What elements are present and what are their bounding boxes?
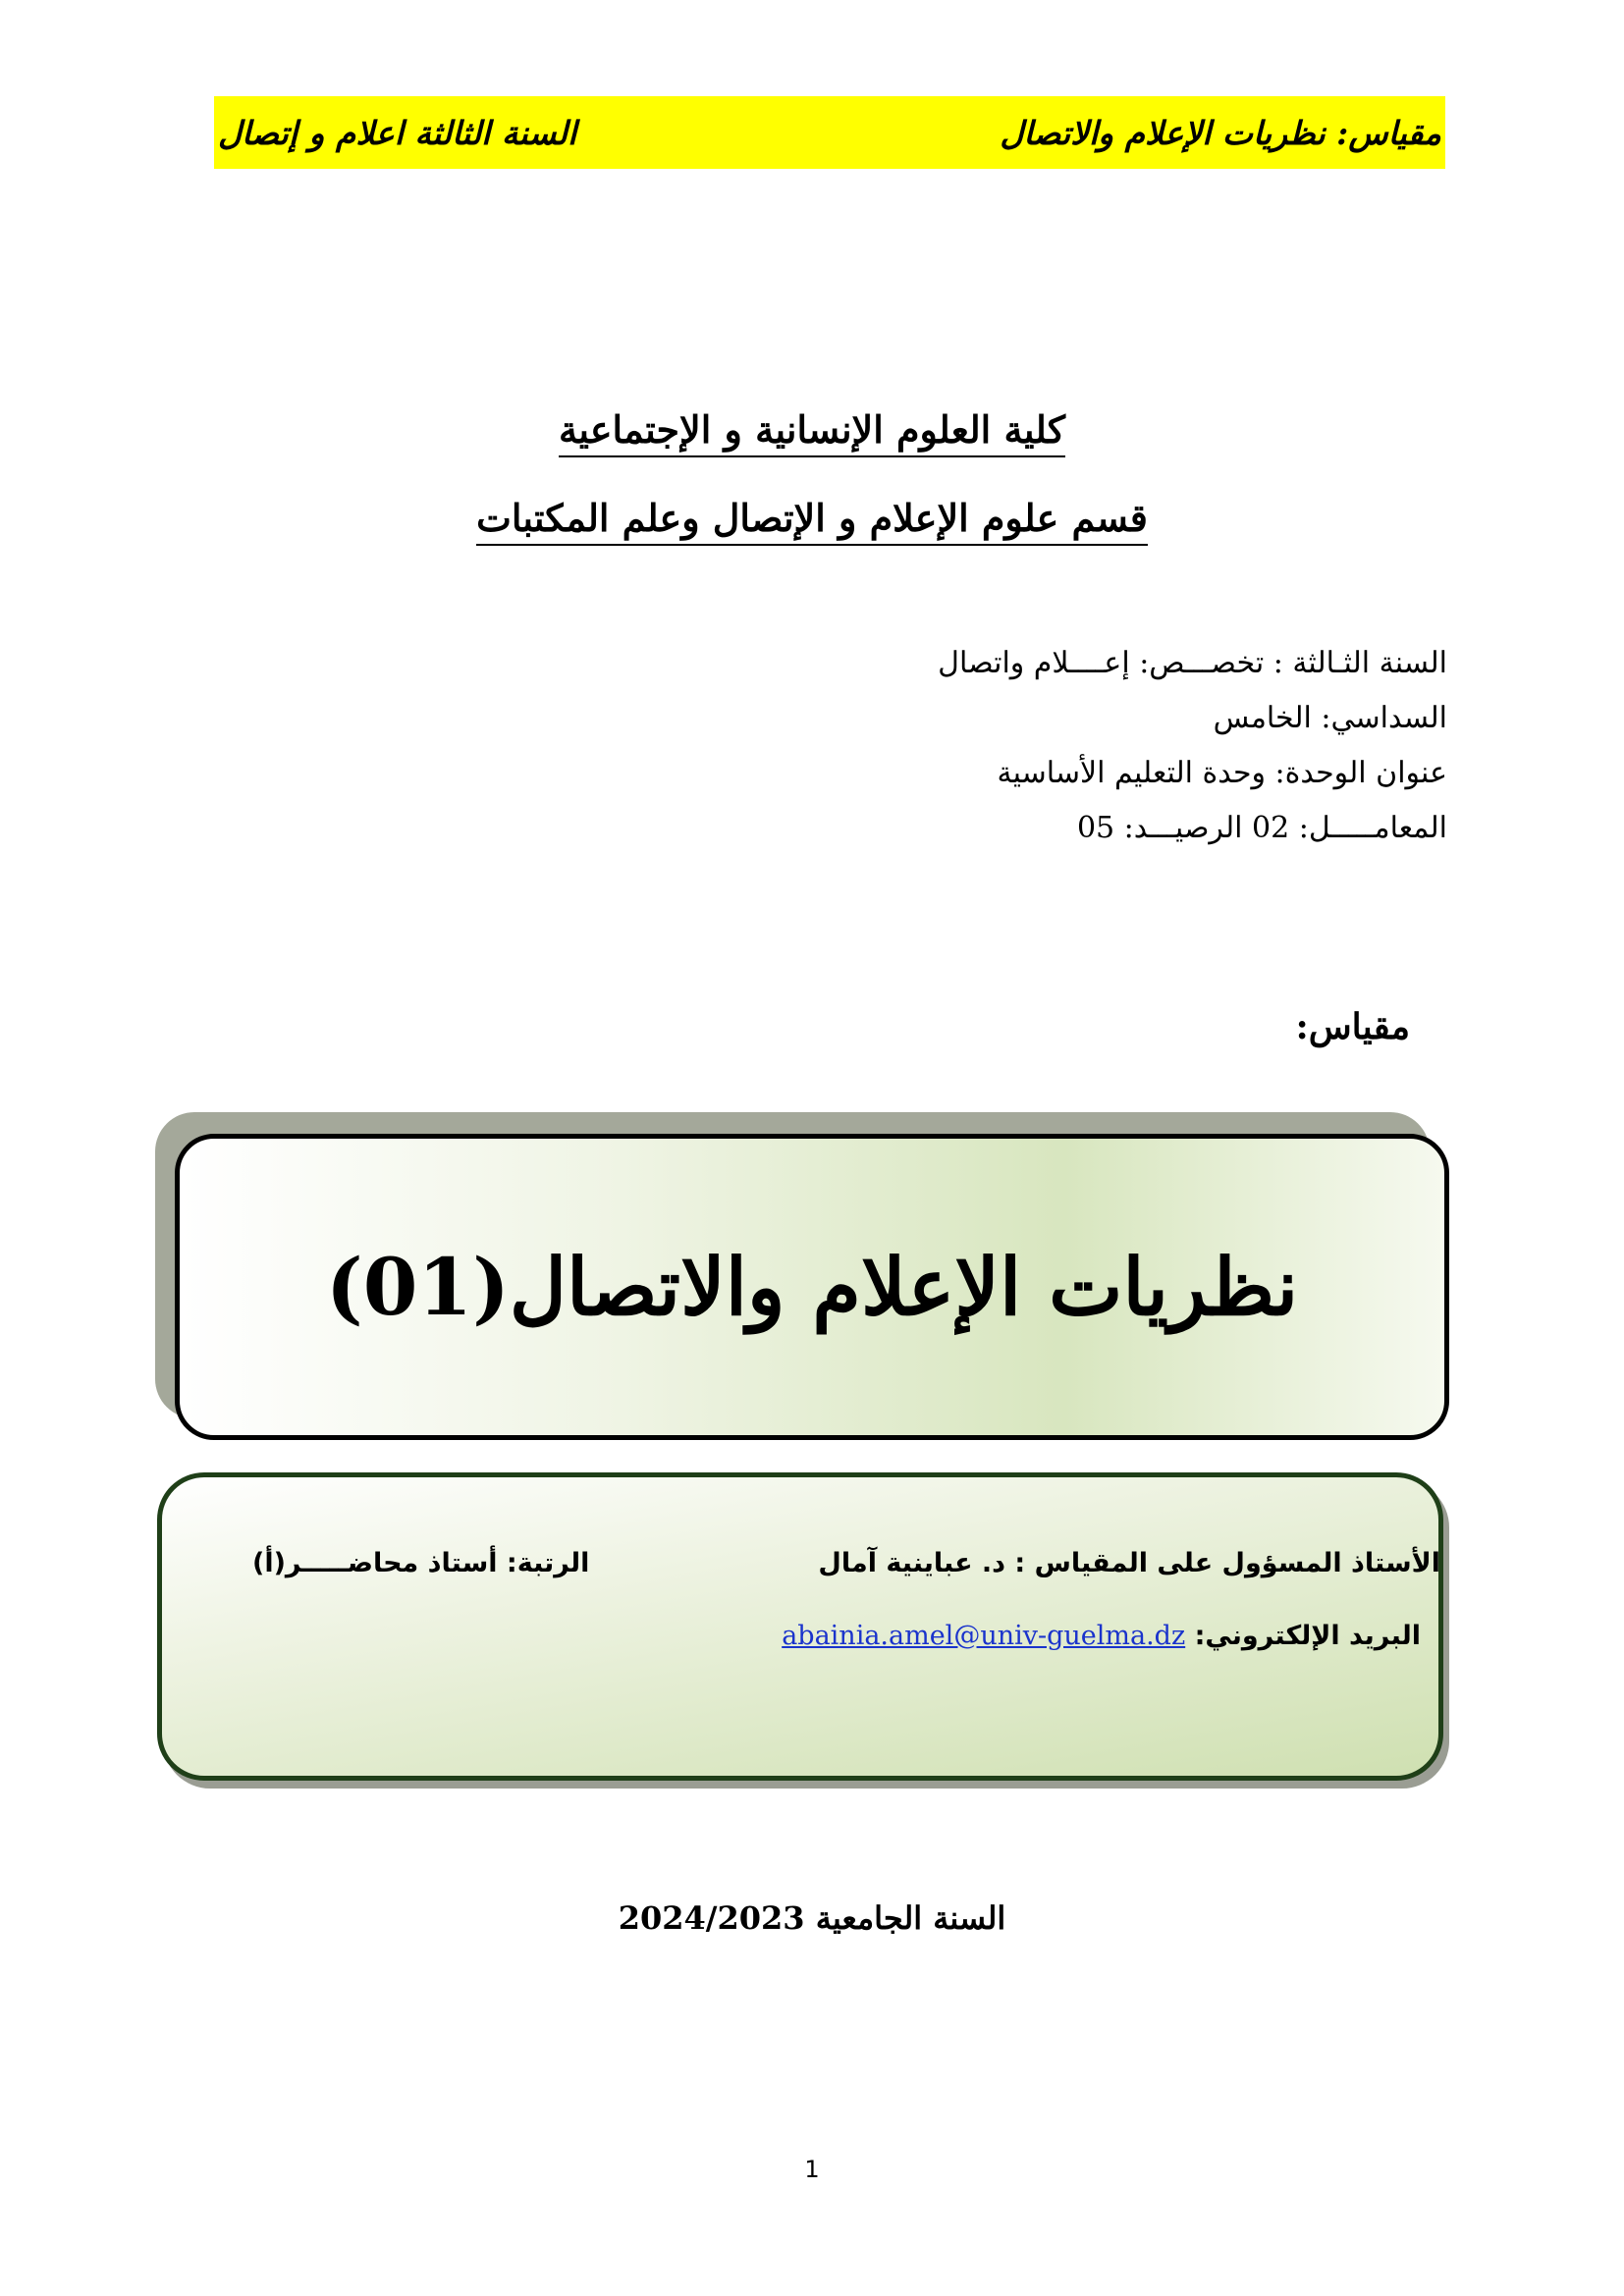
info-specialty: السنة الثـالثة : تخصـــص: إعــــلام واتصال [938,646,1447,680]
header-course: مقياس: نظريات الإعلام والاتصال [1000,113,1441,152]
department-text: قسم علوم الإعلام و الإتصال وعلم المكتبات [476,496,1148,546]
professor-box [157,1472,1443,1781]
info-unit: عنوان الوحدة: وحدة التعليم الأساسية [997,756,1447,790]
header-year: السنة الثالثة اعلام و إتصال [218,113,577,152]
academic-year: السنة الجامعية 2024/2023 [618,1899,1006,1937]
email-line [782,1621,1421,1651]
faculty-text: كلية العلوم الإنسانية و الإجتماعية [559,407,1065,457]
page-number: 1 [804,2156,820,2183]
course-title: نظريات الإعلام والاتصال(01) [325,1241,1299,1333]
info-semester: السداسي: الخامس [1213,701,1447,735]
info-coefficient: المعامـــــل: 02 الرصيـــد: 05 [1076,811,1447,845]
faculty-heading [295,407,1329,452]
measure-label: مقياس: [1295,1006,1410,1047]
professor-name: الأستاذ المسؤول على المقياس : د. عباينية آمال [818,1548,1440,1578]
email-label: البريد الإلكتروني: [1194,1621,1421,1651]
header-bar [214,96,1445,169]
professor-rank: الرتبة: أستاذ محاضـــــر(أ) [252,1548,590,1578]
title-box [175,1134,1449,1440]
department-heading [295,496,1329,540]
email-link[interactable]: abainia.amel@univ-guelma.dz [782,1621,1186,1651]
course-info [662,636,1447,856]
